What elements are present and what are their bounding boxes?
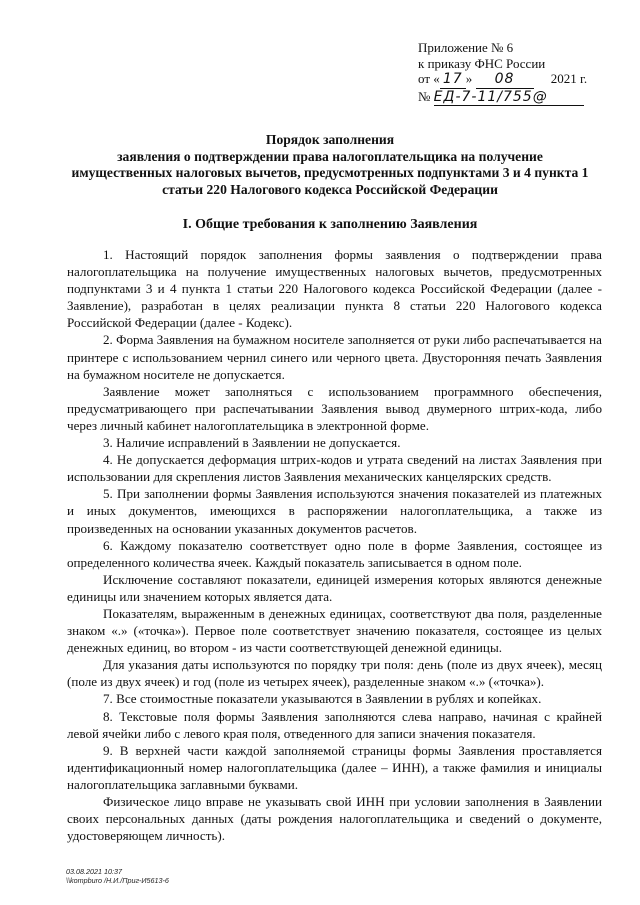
- paragraph: 1. Настоящий порядок заполнения формы заявления о подтверждении права налогоплательщика на получение имущественных налоговых вычетов, предусмотренных подпунктами 3 и 4 пункта 1 статьи 220 Налогового кодекса Российской Федерации (далее - Заявление), разработан в целях реализации пункта 8 статьи 220 Налогового кодекса Российской Федерации (далее - Кодекс).: [67, 247, 602, 331]
- paragraph: 2. Форма Заявления на бумажном носителе заполняется от руки либо распечатывается на принтере с использованием чернил синего или черного цвета. Двусторонняя печать Заявления на бумажном носителе не допускается.: [67, 332, 602, 382]
- footer-date: 03.08.2021 10:37: [66, 867, 122, 876]
- footer-path: \\kompburo /Н.И./Приг-И5613-6: [66, 876, 169, 885]
- paragraph: 8. Текстовые поля формы Заявления заполняются слева направо, начиная с крайней левой ячейки либо с левого края поля, отведенного для записи значения показателя.: [67, 708, 602, 741]
- appendix-label: Приложение № 6: [418, 40, 514, 55]
- date-month: 08: [476, 72, 534, 89]
- appendix-order-ref: к приказу ФНС России: [418, 55, 546, 71]
- paragraph: Показателям, выраженным в денежных единицах, соответствуют два поля, разделенные знаком «.» («точка»). Первое поле соответствует значению показателя, состоящее из целых денежных единиц, во втором - из части соответствующей денежной единицы.: [67, 605, 602, 656]
- section-title: I. Общие требования к заполнению Заявления: [182, 217, 478, 232]
- document-body: [67, 246, 602, 844]
- date-mid: »: [465, 71, 473, 86]
- paragraph: 7. Все стоимостные показатели указываются в Заявлении в рублях и копейках.: [103, 691, 542, 707]
- paragraph: 5. При заполнении формы Заявления используются значения показателей из платежных и иных документов, имеющихся в распоряжении налогоплательщика, а также из произведенных на основании указанных документов расчетов.: [67, 486, 602, 536]
- title-line-4: статьи 220 Налогового кодекса Российской Федерации: [162, 181, 498, 197]
- number-value: ЕД-7-11/755@: [434, 90, 584, 107]
- title-line-2: заявления о подтверждении права налогоплательщика на получение: [117, 148, 543, 164]
- title-line-1: Порядок заполнения: [265, 132, 395, 147]
- paragraph: Для указания даты используются по порядку три поля: день (поле из двух ячеек), месяц (поле из двух ячеек) и год (поле из четырех ячеек), разделенные знаком «.» («точка»).: [67, 657, 602, 690]
- appendix-date: [418, 71, 618, 89]
- paragraph: 3. Наличие исправлений в Заявлении не допускается.: [103, 435, 401, 451]
- document-title: [40, 132, 620, 198]
- date-day: 17: [440, 72, 466, 89]
- appendix-number: [418, 89, 618, 107]
- number-prefix: №: [418, 88, 431, 104]
- title-line-3: имущественных налоговых вычетов, предусмотренных подпунктами 3 и 4 пункта 1: [71, 165, 589, 180]
- paragraph: Исключение составляют показатели, единицей измерения которых являются денежные единицы или значением которых является дата.: [67, 571, 602, 604]
- paragraph: 6. Каждому показателю соответствует одно поле в форме Заявления, состоящее из определенного количества ячеек. Каждый показатель записывается в одном поле.: [67, 537, 602, 570]
- paragraph: 4. Не допускается деформация штрих-кодов и утрата сведений на листах Заявления при использовании для скрепления листов Заявления механических канцелярских средств.: [67, 452, 602, 485]
- paragraph: Физическое лицо вправе не указывать свой ИНН при условии заполнения в Заявлении своих персональных данных (даты рождения налогоплательщика и сведений о документе, удостоверяющем личность).: [67, 794, 602, 844]
- date-year: 2021 г.: [550, 71, 588, 86]
- appendix-header: [418, 40, 618, 106]
- footer: [66, 867, 266, 885]
- paragraph: 9. В верхней части каждой заполняемой страницы формы Заявления проставляется идентификационный номер налогоплательщика (далее – ИНН), а также фамилия и инициалы налогоплательщика заглавными буквами.: [67, 742, 602, 792]
- paragraph: Заявление может заполняться с использованием программного обеспечения, предусматривающего при распечатывании Заявления вывод двумерного штрих-кода, либо через личный кабинет налогоплательщика в электронной форме.: [67, 383, 602, 433]
- date-prefix: от «: [418, 71, 440, 86]
